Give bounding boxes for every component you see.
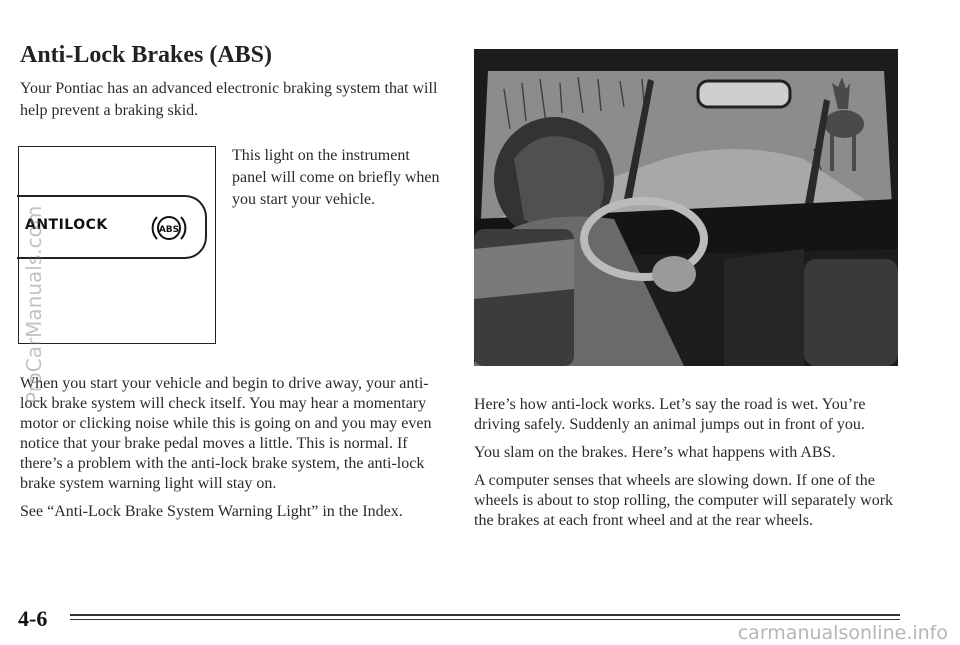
page-number: 4-6 xyxy=(18,606,48,631)
intro-paragraph: Your Pontiac has an advanced electronic braking system that will help prevent a braking skid. xyxy=(20,80,438,119)
slam-brakes-paragraph: You slam on the brakes. Here’s what happens with ABS. xyxy=(474,444,836,461)
left-column-text xyxy=(20,374,440,530)
abs-icon-text: ABS xyxy=(158,225,180,235)
abs-warning-icon xyxy=(149,209,189,247)
computer-senses-paragraph: A computer senses that wheels are slowing down. If one of the wheels is about to stop rolling, the computer will separately work the brakes at each front wheel and at the rear wheels. xyxy=(474,472,894,529)
page-title: Anti-Lock Brakes (ABS) xyxy=(20,42,273,68)
footer-rule xyxy=(70,614,900,616)
right-column-text xyxy=(474,395,904,539)
antilock-label: ANTILOCK xyxy=(25,217,108,233)
driver-illustration xyxy=(474,49,898,366)
side-watermark: ProCarManuals.com xyxy=(22,205,46,404)
see-index-paragraph: See “Anti-Lock Brake System Warning Light” in the Index. xyxy=(20,503,403,520)
lamp-description: This light on the instrument panel will come on briefly when you start your vehicle. xyxy=(232,147,440,208)
footer-rule-thin xyxy=(70,619,900,620)
how-abs-works-paragraph: Here’s how anti-lock works. Let’s say the road is wet. You’re driving safely. Suddenly an animal jumps out in front of you. xyxy=(474,396,866,433)
abs-self-check-paragraph: When you start your vehicle and begin to drive away, your anti-lock brake system will check itself. You may hear a momentary motor or clicking noise while this is going on and you may even notice that your brake pedal moves a little. This is normal. If there’s a problem with the anti-lock brake system, the anti-lock brake system warning light will stay on. xyxy=(20,375,432,492)
warning-light-figure xyxy=(18,146,216,344)
bottom-watermark: carmanualsonline.info xyxy=(737,622,948,644)
